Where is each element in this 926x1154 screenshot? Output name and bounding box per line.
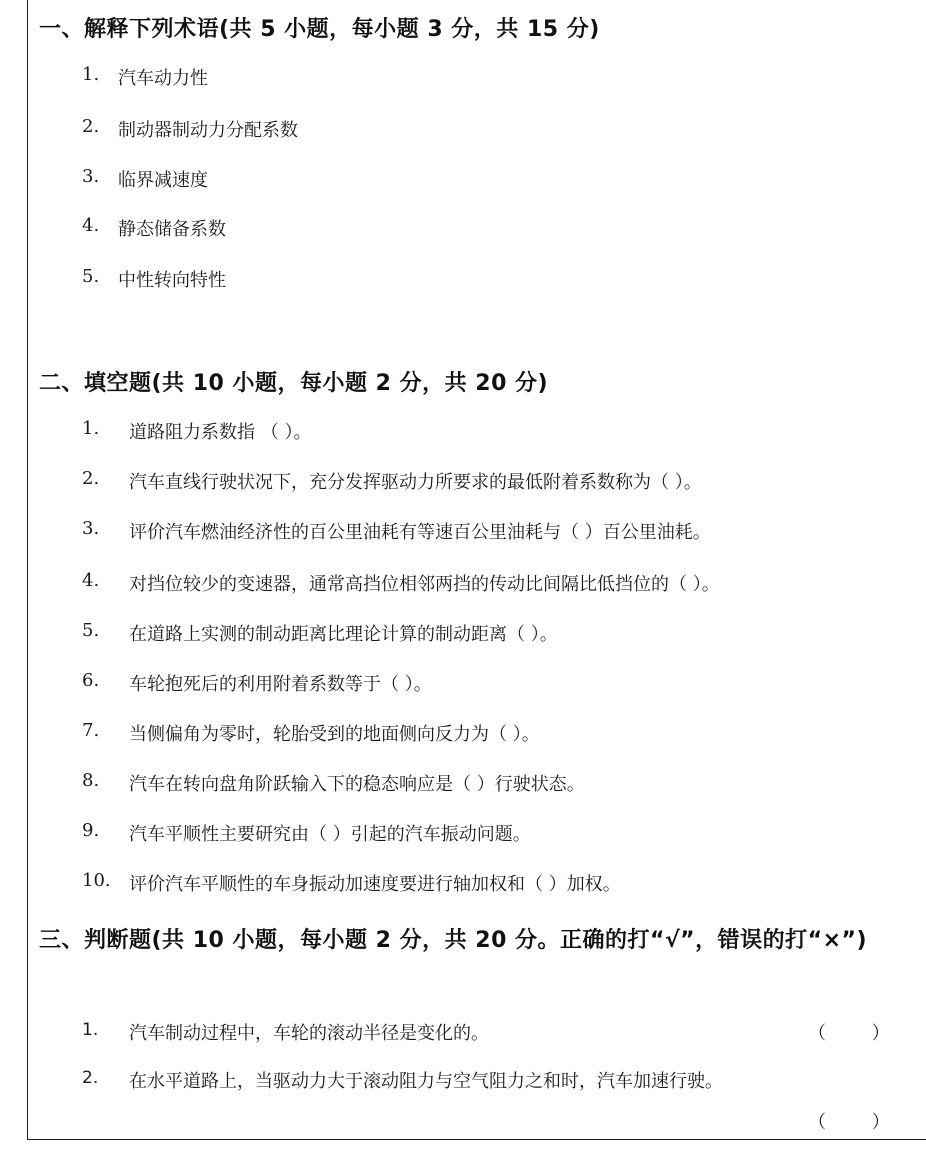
s2-item-3-number: 3.	[82, 518, 100, 539]
s2-item-4-text: 对挡位较少的变速器，通常高挡位相邻两挡的传动比间隔比低挡位的（ ）。	[129, 574, 720, 595]
s1-item-3-number: 3.	[82, 166, 100, 187]
s2-item-10-text: 评价汽车平顺性的车身振动加速度要进行轴加权和（ ）加权。	[129, 874, 621, 895]
s2-item-6-number: 6.	[82, 670, 100, 691]
s2-item-8-number: 8.	[82, 770, 100, 791]
s2-item-7-number: 7.	[82, 720, 100, 741]
s3-item-2-text: 在水平道路上，当驱动力大于滚动阻力与空气阻力之和时，汽车加速行驶。	[129, 1071, 723, 1092]
s2-item-5-text: 在道路上实测的制动距离比理论计算的制动距离（ ）。	[129, 624, 558, 645]
s1-item-2-text: 制动器制动力分配系数	[118, 120, 298, 141]
s2-item-2-number: 2.	[82, 468, 100, 489]
s2-item-1-number: 1.	[82, 418, 100, 439]
s2-item-9-number: 9.	[82, 820, 100, 841]
section-1-heading: 一、解释下列术语(共 5 小题，每小题 3 分，共 15 分)	[39, 17, 600, 42]
s1-item-4-text: 静态储备系数	[118, 219, 226, 240]
s2-item-7-text: 当侧偏角为零时，轮胎受到的地面侧向反力为（ ）。	[129, 724, 540, 745]
s2-item-1-text: 道路阻力系数指 （ ）。	[129, 422, 312, 443]
s1-item-5-number: 5.	[82, 266, 100, 287]
s3-item-2-number: 2.	[82, 1068, 99, 1088]
s3-item-1-answer-blank: （ ）	[808, 1023, 890, 1044]
s2-item-9-text: 汽车平顺性主要研究由（ ）引起的汽车振动问题。	[129, 824, 531, 845]
s2-item-4-number: 4.	[82, 570, 100, 591]
section-2-heading: 二、填空题(共 10 小题，每小题 2 分，共 20 分)	[39, 371, 549, 396]
s2-item-5-number: 5.	[82, 620, 100, 641]
s2-item-8-text: 汽车在转向盘角阶跃输入下的稳态响应是（ ）行驶状态。	[129, 774, 585, 795]
s1-item-1-text: 汽车动力性	[118, 68, 208, 89]
s2-item-3-text: 评价汽车燃油经济性的百公里油耗有等速百公里油耗与（ ）百公里油耗。	[129, 522, 711, 543]
section-3-heading: 三、判断题(共 10 小题，每小题 2 分，共 20 分。正确的打“√”，错误的打“×”)	[39, 928, 868, 953]
s2-item-10-number: 10.	[82, 870, 111, 891]
s2-item-6-text: 车轮抱死后的利用附着系数等于（ ）。	[129, 674, 432, 695]
s1-item-4-number: 4.	[82, 215, 100, 236]
s3-item-2-answer-blank: （ ）	[808, 1112, 890, 1133]
s1-item-2-number: 2.	[82, 116, 100, 137]
s2-item-2-text: 汽车直线行驶状况下，充分发挥驱动力所要求的最低附着系数称为（ ）。	[129, 472, 702, 493]
s1-item-5-text: 中性转向特性	[118, 270, 226, 291]
s1-item-1-number: 1.	[82, 64, 100, 85]
s1-item-3-text: 临界减速度	[118, 170, 208, 191]
s3-item-1-number: 1.	[82, 1020, 99, 1040]
s3-item-1-text: 汽车制动过程中，车轮的滚动半径是变化的。	[129, 1023, 489, 1044]
